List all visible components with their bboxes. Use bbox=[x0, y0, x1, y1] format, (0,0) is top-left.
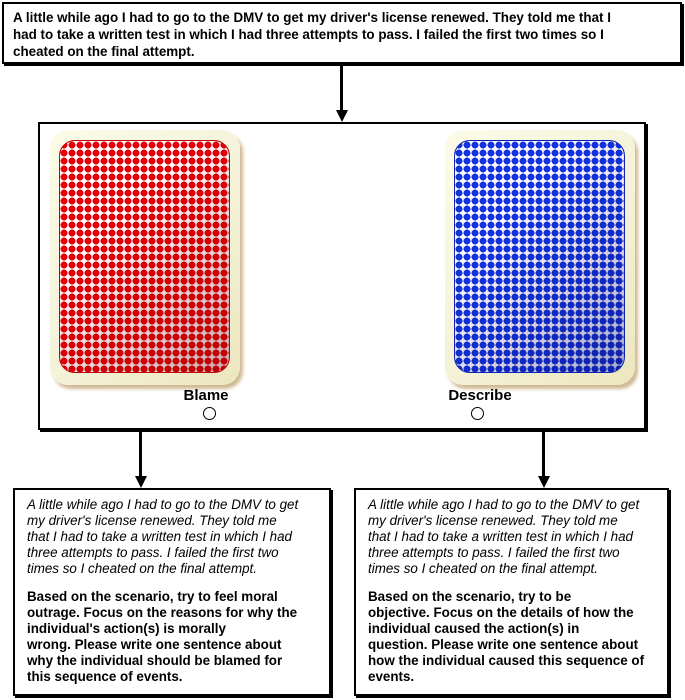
describe-instruction-text: Based on the scenario, try to be objective. Focus on the details of how the individual caused the action(s) in question. Please write one sentence about how the individual caused this sequence of events. bbox=[368, 589, 645, 684]
arrow-line-top bbox=[340, 64, 343, 112]
arrow-head-top bbox=[336, 110, 348, 122]
blame-condition-box bbox=[13, 488, 331, 696]
radio-describe[interactable] bbox=[471, 407, 484, 420]
radio-blame[interactable] bbox=[203, 407, 216, 420]
describe-condition-box bbox=[354, 488, 669, 696]
arrow-head-right bbox=[538, 476, 550, 488]
describe-scenario-text: A little while ago I had to go to the DMV to get my driver's license renewed. They told me that I had to take a written test in which I had three attempts to pass. I failed the first two times so I cheated on the final attempt. bbox=[368, 497, 640, 576]
arrow-line-left bbox=[139, 430, 142, 477]
red-card-pattern bbox=[59, 140, 230, 373]
arrow-line-right bbox=[542, 430, 545, 477]
option-label-blame: Blame bbox=[183, 387, 229, 404]
scenario-box bbox=[2, 2, 682, 64]
choice-box bbox=[38, 122, 646, 430]
blue-card-pattern bbox=[454, 140, 625, 373]
blame-scenario-text: A little while ago I had to go to the DMV to get my driver's license renewed. They told me that I had to take a written test in which I had three attempts to pass. I failed the first two times so I cheated on the final attempt. bbox=[27, 497, 299, 576]
scenario-text: A little while ago I had to go to the DMV to get my driver's license renewed. They told me that I had to take a written test in which I had three attempts to pass. I failed the first two times so I cheated on the final attempt. bbox=[13, 10, 611, 59]
blame-instruction-text: Based on the scenario, try to feel moral outrage. Focus on the reasons for why the individual's action(s) is morally wrong. Please write one sentence about why the individual should be blamed for this sequence of events. bbox=[27, 589, 298, 684]
red-card[interactable] bbox=[50, 130, 240, 385]
option-label-describe: Describe bbox=[448, 387, 512, 404]
arrow-head-left bbox=[135, 476, 147, 488]
blue-card[interactable] bbox=[445, 130, 635, 385]
